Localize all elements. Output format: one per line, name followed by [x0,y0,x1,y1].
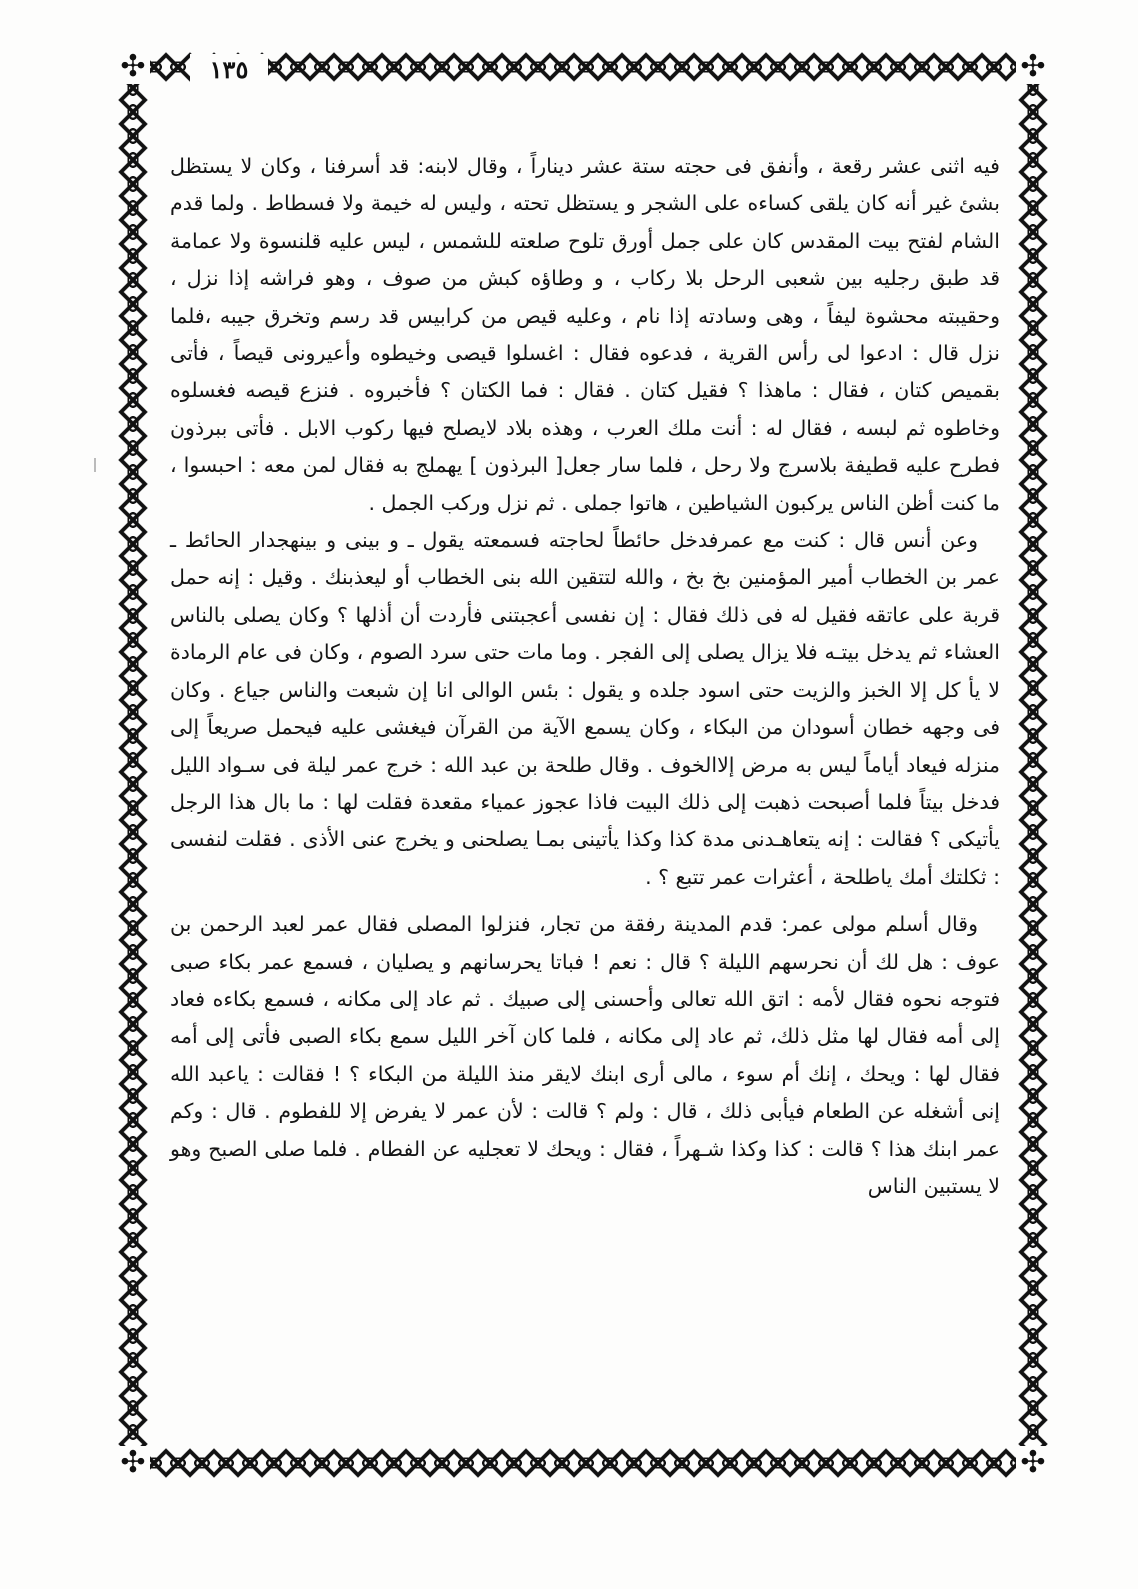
page-number-box [190,54,268,84]
page-number: ١٣٥ [209,54,249,84]
paragraph: فيه اثنى عشر رقعة ، وأنفق فى حجته ستة عشر ديناراً ، وقال لابنه: قد أسرفنا ، وكان لا يستظل بشئ غير أنه كان يلقى كساءه على الشجر و يستظل تحته ، وليس له خيمة ولا فسطاط . ولما قدم الشام لفتح بيت المقدس كان على جمل أورق تلوح صلعته للشمس ، ليس عليه قلنسوة ولا عمامة قد طبق رجليه بين شعبى الرحل بلا ركاب ، و وطاؤه كبش من صوف ، وهو فراشه إذا نزل ، وحقيبته محشوة ليفاً ، وهى وسادته إذا نام ، وعليه قيص من كرابيس قد رسم وتخرق جيبه ،فلما نزل قال : ادعوا لى رأس القرية ، فدعوه فقال : اغسلوا قيصى وخيطوه وأعيرونى قيصاً ، فأتى بقميص كتان ، فقال : ماهذا ؟ فقيل كتان . فقال : فما الكتان ؟ فأخبروه . فنزع قيصه فغسلوه وخاطوه ثم لبسه ، فقال له : أنت ملك العرب ، وهذه بلاد لايصلح فيها ركوب الابل . فأتى ببرذون فطرح عليه قطيفة بلاسرج ولا رحل ، فلما سار جعل[ البرذون ] يهملج به فقال لمن معه : احبسوا ، ما كنت أظن الناس يركبون الشياطين ، هاتوا جملى . ثم نزل وركب الجمل . [170,154,1000,515]
corner-ornament-icon: ✣ [116,50,150,84]
ornamental-border-bottom [118,1448,1048,1478]
margin-mark [94,458,96,472]
ornamental-border-left [118,52,148,1478]
paragraph: وعن أنس قال : كنت مع عمرفدخل حائطاً لحاجته فسمعته يقول ـ و بينى و بينهجدار الحائط ـ عمر بن الخطاب أمير المؤمنين بخ بخ ، والله لتتقين الله بنى الخطاب أو ليعذبنك . وقيل : إنه حمل قربة على عاتقه فقيل له فى ذلك فقال : إن نفسى أعجبتنى فأردت أن أذلها ؟ وكان يصلى بالناس العشاء ثم يدخل بيتـه فلا يزال يصلى إلى الفجر . وما مات حتى سرد الصوم ، وكان فى عام الرمادة لا يأ كل إلا الخبز والزيت حتى اسود جلده و يقول : بئس الوالى انا إن شبعت والناس جياع . وكان فى وجهه خطان أسودان من البكاء ، وكان يسمع الآية من القرآن فيغشى عليه فيحمل صريعاً إلى منزله فيعاد أياماً ليس به مرض إلاالخوف . وقال طلحة بن عبد الله : خرج عمر ليلة فى سـواد الليل فدخل بيتاً فلما أصبحت ذهبت إلى ذلك البيت فاذا عجوز عمياء مقعدة فقلت لها : ما بال هذا الرجل يأتيكى ؟ فقالت : إنه يتعاهـدنى مدة كذا وكذا يأتينى بمـا يصلحنى و يخرج عنى الأذى . فقلت لنفسى : ثكلتك أمك ياطلحة ، أعثرات عمر تتبع ؟ . [170,528,1000,889]
corner-ornament-icon: ✣ [1016,50,1050,84]
corner-ornament-icon: ✣ [116,1446,150,1480]
corner-ornament-icon: ✣ [1016,1446,1050,1480]
paragraph: وقال أسلم مولى عمر: قدم المدينة رفقة من تجار، فنزلوا المصلى فقال عمر لعبد الرحمن بن عوف : هل لك أن نحرسهم الليلة ؟ قال : نعم ! فباتا يحرسانهم و يصليان ، فسمع عمر بكاء صبى فتوجه نحوه فقال لأمه : اتق الله تعالى وأحسنى إلى صبيك . ثم عاد إلى مكانه ، فسمع بكاءه فعاد إلى أمه فقال لها مثل ذلك، ثم عاد إلى مكانه ، فلما كان آخر الليل سمع بكاء الصبى فأتى إلى أمه فقال لها : ويحك ، إنك أم سوء ، مالى أرى ابنك لايقر منذ الليلة من البكاء ؟ ! فقالت : ياعبد الله إنى أشغله عن الطعام فيأبى ذلك ، قال : ولم ؟ قالت : لأن عمر لا يفرض إلا للفطوم . قال : وكم عمر ابنك هذا ؟ قالت : كذا وكذا شـهراً ، فقال : ويحك لا تعجليه عن الفطام . فلما صلى الصبح وهو لا يستبين الناس [170,912,1000,1198]
ornamental-border-right [1018,52,1048,1478]
body-text [170,148,1000,1436]
